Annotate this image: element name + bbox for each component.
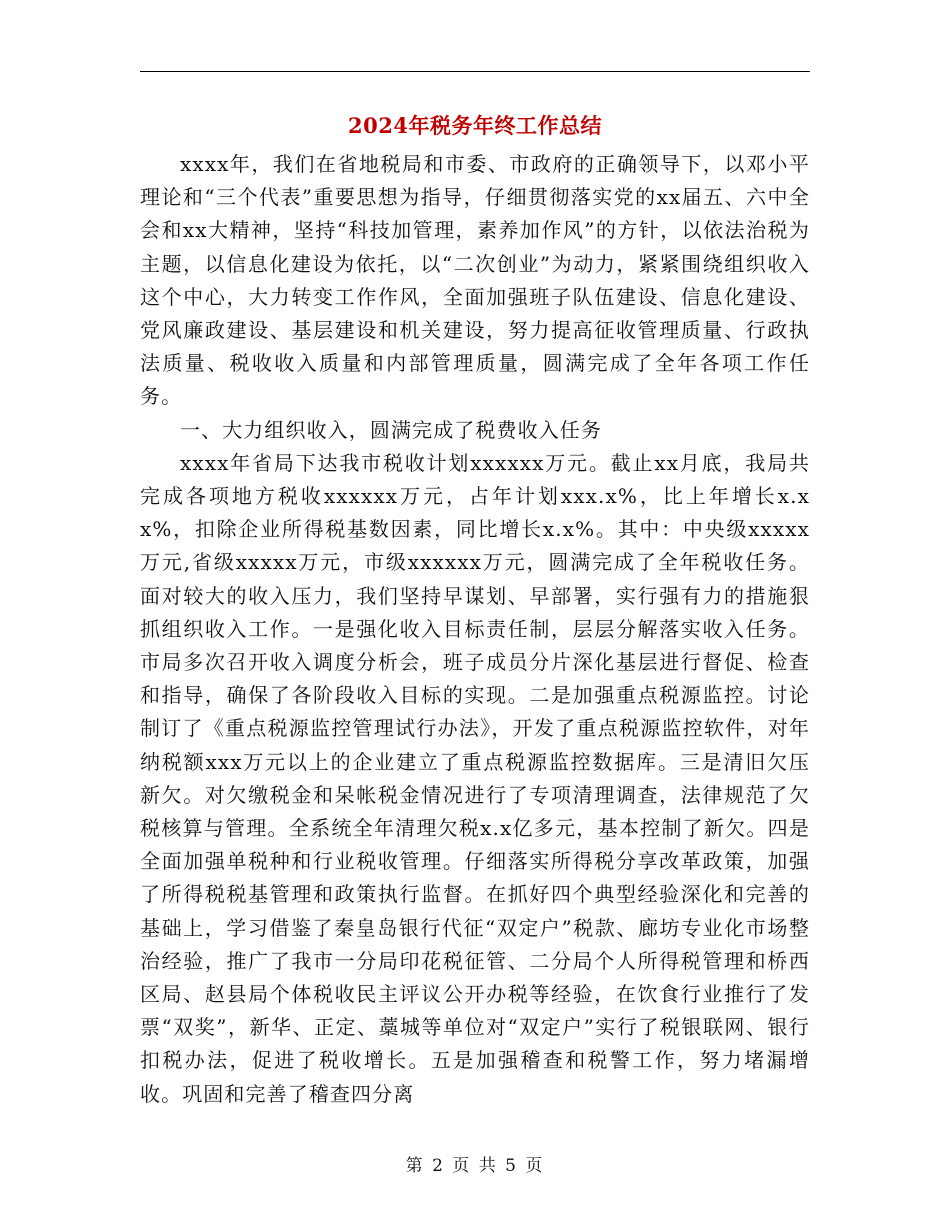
page-number-footer: 第 2 页 共 5 页	[405, 1156, 545, 1176]
document-body	[140, 148, 810, 1111]
section-heading-1: 一、大力组织收入，圆满完成了税费收入任务	[180, 417, 602, 442]
document-title: 2024年税务年终工作总结	[348, 113, 602, 138]
paragraph-intro: xxxx年，我们在省地税局和市委、市政府的正确领导下，以邓小平理论和“三个代表”重要思想为指导，仔细贯彻落实党的xx届五、六中全会和xx大精神，坚持“科技加管理，素养加作风”的方针，以依法治税为主题，以信息化建设为依托，以“二次创业”为动力，紧紧围绕组织收入这个中心，大力转变工作作风，全面加强班子队伍建设、信息化建设、党风廉政建设、基层建设和机关建设，努力提高征收管理质量、行政执法质量、税收收入质量和内部管理质量，圆满完成了全年各项工作任务。	[140, 152, 810, 409]
paragraph-revenue: xxxx年省局下达我市税收计划xxxxxx万元。截止xx月底，我局共完成各项地方税收xxxxxx万元，占年计划xxx.x%，比上年增长x.xx%，扣除企业所得税基数因素，同比增长x.x%。其中：中央级xxxxx万元,省级xxxxx万元，市级xxxxxx万元，圆满完成了全年税收任务。面对较大的收入压力，我们坚持早谋划、早部署，实行强有力的措施狠抓组织收入工作。一是强化收入目标责任制，层层分解落实收入任务。市局多次召开收入调度分析会，班子成员分片深化基层进行督促、检查和指导，确保了各阶段收入目标的实现。二是加强重点税源监控。讨论制订了《重点税源监控管理试行办法》，开发了重点税源监控软件，对年纳税额xxx万元以上的企业建立了重点税源监控数据库。三是清旧欠压新欠。对欠缴税金和呆帐税金情况进行了专项清理调查，法律规范了欠税核算与管理。全系统全年清理欠税x.x亿多元，基本控制了新欠。四是全面加强单税种和行业税收管理。仔细落实所得税分享改革政策，加强了所得税税基管理和政策执行监督。在抓好四个典型经验深化和完善的基础上，学习借鉴了秦皇岛银行代征“双定户”税款、廊坊专业化市场整治经验，推广了我市一分局印花税征管、二分局个人所得税管理和桥西区局、赵县局个体税收民主评议公开办税等经验，在饮食行业推行了发票“双奖”，新华、正定、藁城等单位对“双定户”实行了税银联网、银行扣税办法，促进了税收增长。五是加强稽查和税警工作，努力堵漏增收。巩固和完善了稽查四分离	[140, 450, 810, 1106]
header-rule	[140, 71, 810, 72]
